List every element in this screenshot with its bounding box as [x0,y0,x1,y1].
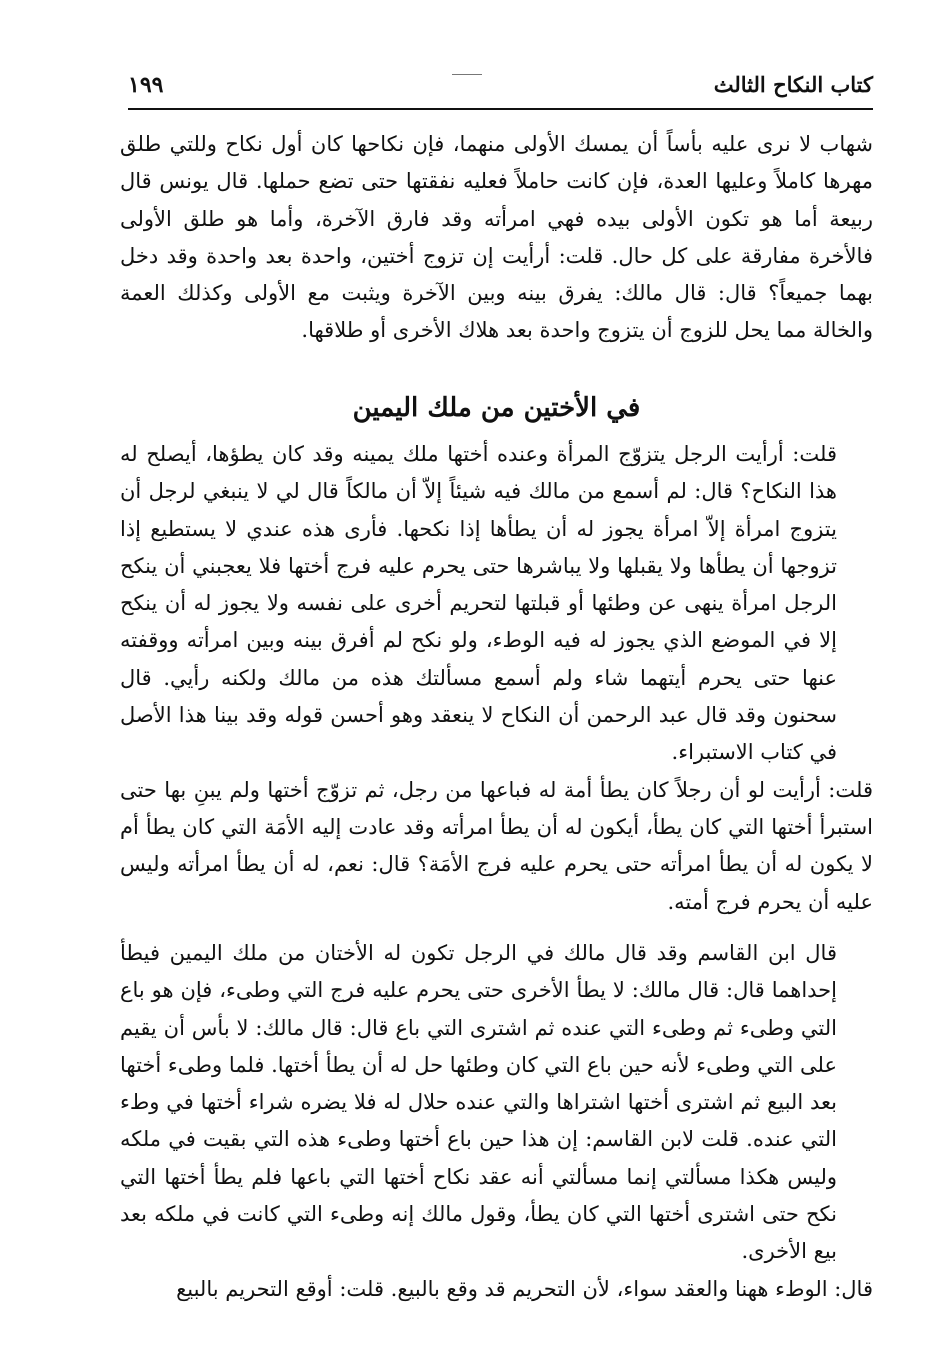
body-paragraph: شهاب لا نرى عليه بأساً أن يمسك الأولى منهما، فإن نكاحها كان أول نكاح وللتي طلق مهرها كاملاً وعليها العدة، فإن كانت حاملاً فعليه نفقتها حتى تضع حملها. قال يونس قال ربيعة أما هو تكون الأولى بيده فهي امرأته وقد فارق الآخرة، وأما هو طلق الأولى فالأخرة مفارقة على كل حال. قلت: أرأيت إن تزوج أختين، واحدة بعد واحدة وقد دخل بهما جميعاً؟ قال: قال مالك: يفرق بينه وبين الآخرة ويثبت مع الأولى وكذلك العمة والخالة مما يحل للزوج أن يتزوج واحدة بعد هلاك الأخرى أو طلاقها. [120,132,873,343]
opening-paragraph-block [120,126,873,350]
header-title: كتاب النكاح الثالث [713,72,873,97]
body-paragraph: قلت: أرأيت لو أن رجلاً كان يطأ أمة له فباعها من رجل، ثم تزوّج أختها ولم يبنِ بها حتى استبرأ أختها التي كان يطأ، أيكون له أن يطأ امرأته وقد عادت إليه الأمَة التي كان يطأ أم لا يكون له أن يطأ امرأته حتى يحرم عليه فرج الأمَة؟ قال: نعم، له أن يطأ امرأته وليس عليه أن يحرم فرج أمته. [120,777,873,914]
section-body-block [120,436,873,921]
body-paragraph: قلت: أرأيت الرجل يتزوّج المرأة وعنده أختها ملك يمينه وقد كان يطؤها، أيصلح له هذا النكاح؟ قال: لم أسمع من مالك فيه شيئاً إلاّ أن مالكاً قال لي لا ينبغي لرجل أن يتزوج امرأة إلاّ امرأة يجوز له أن يطأها إذا نكحها. فأرى هذه عندي لا يستطيع إذا تزوجها أن يطأها ولا يقبلها ولا يباشرها حتى يحرم عليه فرج أختها فلا يعجبني أن ينكح الرجل امرأة ينهى عن وطئها أو قبلتها لتحريم أخرى على نفسه ولا يجوز له أن ينكح إلا في الموضع الذي يجوز له فيه الوطء، ولو نكح لم أفرق بينه وبين امرأته ووقفته عنها حتى يحرم أيتهما شاء ولم أسمع مسألتك هذه من مالك ولكنه رأيي. قال سحنون وقد قال عبد الرحمن أن النكاح لا ينعقد وهو أحسن قوله وقد بينا هذا الأصل في كتاب الاستبراء. [120,442,838,765]
header-rule [128,108,873,110]
body-paragraph: قال ابن القاسم وقد قال مالك في الرجل تكون له الأختان من ملك اليمين فيطأ إحداهما قال: قال مالك: لا يطأ الأخرى حتى يحرم عليه فرج التي وطىء، فإن هو باع التي وطىء ثم وطىء التي عنده ثم اشترى التي باع قال: قال مالك: لا بأس أن يقيم على التي وطىء لأنه حين باع التي كان وطئها حل له أن يطأ أختها. فلما وطىء أختها بعد البيع ثم اشترى أختها اشتراها والتي عنده حلال له فلا يضره شراء أختها في وطء التي عنده. قلت لابن القاسم: إن هذا حين باع أختها وطىء هذه التي بقيت في ملكه وليس هكذا مسألتي إنما مسألتي أنه عقد نكاح أختها التي باعها فلم يطأ أختها التي نكح حتى اشترى أختها التي كان يطأ، وقول مالك إنه وطىء التي كانت في ملكه بعد بيع الأخرى. [120,941,837,1264]
page-number: ١٩٩ [128,72,164,98]
running-header [128,70,873,106]
closing-paragraph-block [120,935,873,1308]
top-mark [452,74,482,75]
body-paragraph: قال: الوطء ههنا والعقد سواء، لأن التحريم قد وقع بالبيع. قلت: أوقع التحريم بالبيع [176,1276,873,1301]
section-heading: في الأختين من ملك اليمين [352,393,641,423]
